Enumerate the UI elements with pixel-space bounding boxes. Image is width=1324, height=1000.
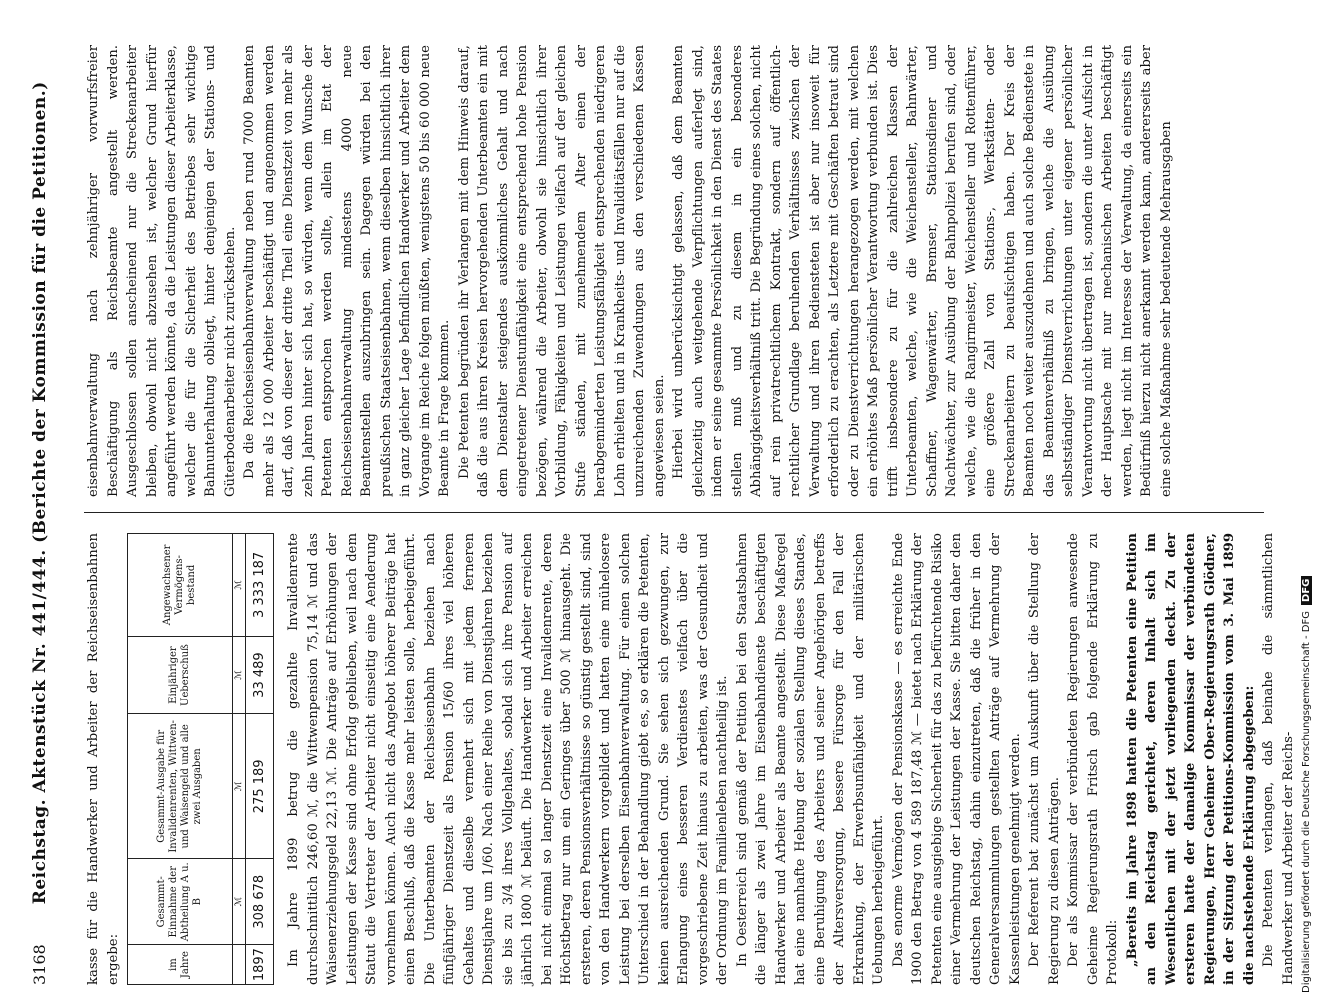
table-unit-row <box>233 534 246 985</box>
paragraph: In Oesterreich sind gemäß der Petition bei den Staatsbahnen die länger als zwei Jahre im Eisenbahndienste beschäftigten Handwerker und Arbeiter als Beamte angestellt. Diese Maßregel hat eine namhafte Hebung der sozialen Stellung dieses Standes, eine Beruhigung des Arbeiters und seiner Angehörigen betreffs der Altersversorgung, bessere Fürsorge für den Fall der Erkrankung, der Erwerbsunfähigkeit und der militärischen Uebungen herbeigeführt. <box>734 533 886 985</box>
table-header: Gesammt-Ausgabe für Invalidenrenten, Wittwen- und Waisengeld und alle zwei Ausgaben <box>128 714 233 859</box>
paragraph: Die Petenten verlangen, daß beinahe die sämmtlichen Handwerker und Arbeiter der Reichs- <box>1261 533 1296 985</box>
quoted-paragraph: „Bereits im Jahre 1898 hatten die Petenten eine Petition an den Reichstag gerichtet, deren Inhalt sich im Wesentlichen mit der jetzt vorliegenden deckt. Zu der ersteren hatte der damalige Kommissar der verbündeten Regierungen, Herr Geheimer Ober-Regierungsrath Glödner, in der Sitzung der Petitions-Kommission vom 3. Mai 1899 die nachstehende Erklärung abgegeben: <box>1124 533 1257 985</box>
table-unit: ℳ <box>233 534 246 637</box>
table-unit: ℳ <box>233 714 246 859</box>
table-unit: ℳ <box>233 859 246 945</box>
table-cell: 275 189 <box>246 714 274 859</box>
paragraph: Hierbei wird unberücksichtigt gelassen, daß dem Beamten gleichzeitig auch weitgehende Verpflichtungen auferlegt sind, indem er seine gesammte Persönlichkeit in den Dienst des Staates stellen muß und zu diesem in ein besonderes Abhängigkeitsverhältniß tritt. Die Begründung eines solchen, nicht auf rein privatrechtlichem Kontrakt, sondern auf öffentlich-rechtlicher Grundlage beruhenden Verhältnisses zwischen der Verwaltung und ihren Bediensteten ist aber nur insoweit für erforderlich zu erachten, als Letztere mit Geschäften betraut sind oder zu Dienstverrichtungen herangezogen werden, mit welchen ein erhöhtes Maß persönlicher Verantwortung verbunden ist. Dies trifft insbesondere zu für die zahlreichen Klassen der Unterbeamten, welche, wie die Weichensteller, Bahnwärter, Schaffner, Wagenwärter, Bremser, Stationsdiener und Nachtwächter, zur Ausübung der Bahnpolizei berufen sind, oder welche, wie die Rangirmeister, Weichensteller und Rottenführer, eine größere Zahl von Stations-, Werkstätten- oder Streckenarbeitern zu beaufsichtigen haben. Der Kreis der Beamten noch weiter auszudehnen und auch solche Bedienstete in das Beamtenverhältniß zu bringen, welche die Ausübung selbstständiger Dienstverrichtungen unter eigener persönlicher Verantwortung nicht übertragen ist, sondern die unter Aufsicht in der Hauptsache mit nur mechanischen Arbeiten beschäftigt werden, liegt nicht im Interesse der Verwaltung, da einerseits ein Bedürfniß hierzu nicht anerkannt werden kann, andererseits aber eine solche Maßnahme sehr bedeutende Mehrausgaben <box>671 45 1174 497</box>
column-divider <box>84 512 1264 513</box>
page-number: 3168 <box>30 944 49 985</box>
page-title: Reichstag. Aktenstück Nr. 441/444. (Berichte der Kommission für die Petitionen.) <box>30 81 50 905</box>
table-header: Angewachsener Vermögens-bestand <box>128 534 233 637</box>
text-columns <box>84 20 1296 985</box>
table-cell: 308 678 <box>246 859 274 945</box>
paragraph: Da die Reichseisenbahnverwaltung neben rund 7000 Beamten mehr als 12 000 Arbeiter beschäftigt und angenommen werden darf, daß von dieser der dritte Theil eine Dienstzeit von mehr als zehn Jahren hinter sich hat, so würden, wenn dem Wunsche der Petenten entsprochen werden sollte, allein im Etat der Reichseisenbahnverwaltung mindestens 4000 neue Beamtenstellen auszubringen sein. Dagegen würden bei den preußischen Staatseisenbahnen, wenn dieselben hinsichtlich ihrer in ganz gleicher Lage befindlichen Handwerker und Arbeiter dem Vorgange im Reiche folgen müßten, wenigstens 50 bis 60 000 neue Beamte in Frage kommen. <box>242 45 452 497</box>
table-cell: 33 489 <box>246 636 274 714</box>
table-row <box>246 534 274 985</box>
table-header: Gesammt-Einnahme der Abtheilung A u. B <box>128 859 233 945</box>
table-header: Einjähriger Ueberschuß <box>128 636 233 714</box>
table-unit <box>233 945 246 985</box>
paragraph: Der als Kommissar der verbündeten Regierungen anwesende Geheime Regierungsrath Fritsch gab folgende Erklärung zu Protokoll: <box>1066 533 1120 985</box>
table-header: im Jahre <box>128 945 233 985</box>
dfg-logo: DFG <box>1301 576 1312 605</box>
paragraph: Der Referent bat zunächst um Auskunft über die Stellung der Regierung zu diesen Anträgen. <box>1027 533 1062 985</box>
rotated-page-content <box>30 20 1296 985</box>
digitization-note <box>1301 8 1321 993</box>
paragraph: Das enorme Vermögen der Pensionskasse — es erreichte Ende 1900 den Betrag von 4 589 187,48 ℳ — bietet nach Erklärung der Petenten eine ausgiebige Sicherheit für das zu befürchtende Risiko einer Vermehrung der Leistungen der Kasse. Sie bitten daher den deutschen Reichstag, dahin einzutreten, daß die früher in den Generalversammlungen gestellten Anträge auf Vermehrung der Kassenleistungen genehmigt werden. <box>890 533 1023 985</box>
pension-fund-table <box>127 533 274 985</box>
paragraph: Die Petenten begründen ihr Verlangen mit dem Hinweis darauf, daß die aus ihren Kreisen hervorgehenden Unterbeamten ein mit dem Dienstalter steigendes auskömmliches Gehalt und nach eingetretener Dienstunfähigkeit eine entsprechend hohe Pension bezögen, während die Arbeiter, obwohl sie hinsichtlich ihrer Vorbildung, Fähigkeiten und Leistungen vielfach auf der gleichen Stufe ständen, mit zunehmendem Alter einen der herabgeminderten Leistungsfähigkeit entsprechenden niedrigeren Lohn erhielten und in Krankheits- und Invaliditätsfällen nur auf die unzureichenden Zuwendungen aus den verschiedenen Kassen angewiesen seien. <box>456 45 667 497</box>
right-column <box>84 45 1264 497</box>
table-unit: ℳ <box>233 636 246 714</box>
digitization-text: Digitalisierung gefördert durch die Deutsche Forschungsgemeinschaft - DFG <box>1301 610 1312 993</box>
table-intro: kasse für die Handwerker und Arbeiter der Reichseisenbahnen ergebe: <box>86 533 121 985</box>
table-cell: 3 333 187 <box>246 534 274 637</box>
left-column <box>84 533 1296 985</box>
table-cell: 1897 <box>246 945 274 985</box>
table-header-row <box>128 534 233 985</box>
paragraph: eisenbahnverwaltung nach zehnjähriger vorwurfsfreier Beschäftigung als Reichsbeamte angestellt werden. Ausgeschlossen sollen anscheinend nur die Streckenarbeiter bleiben, obwohl nicht abzusehen ist, welcher Grund hierfür angeführt werden könnte, da die Leistungen dieser Arbeiterklasse, welcher die für die Sicherheit des Betriebes sehr wichtige Bahnunterhaltung obliegt, hinter denjenigen der Stations- und Güterbodenarbeiter nicht zurückstehen. <box>86 45 238 497</box>
paragraph: Im Jahre 1899 betrug die gezahlte Invalidenrente durchschnittlich 246,60 ℳ, die Wittwenpension 75,14 ℳ und das Waisenerziehungsgeld 22,13 ℳ. Die Anträge auf Erhöhungen der Leistungen der Kasse sind ohne Erfolg geblieben, weil nach dem Statut die Vertreter der Arbeiter nicht einseitig eine Aenderung vornehmen können. Auch nicht das Angebot höherer Beiträge hat einen Beschluß, daß die Kasse mehr leisten solle, herbeigeführt. Die Unterbeamten der Reichseisenbahn beziehen nach fünfjähriger Dienstzeit als Pension 15/60 ihres viel höheren Gehaltes und dieselbe vermehrt sich mit jedem ferneren Dienstjahre um 1/60. Nach einer Reihe von Dienstjahren beziehen sie bis zu 3/4 ihres Vollgehaltes, sobald sich ihre Pension auf jährlich 1800 ℳ beläuft. Die Handwerker und Arbeiter erreichen bei nicht einmal so langer Dienstzeit eine Invalidenrente, deren Höchstbetrag nur um ein Geringes über 500 ℳ hinausgeht. Die ersteren, deren Pensionsverhältnisse so günstig gestellt sind, sind von den Handwerkern vorgebildet und hatten eine mühelosere Leistung bei derselben Eisenbahnverwaltung. Für einen solchen Unterschied in der Behandlung giebt es, so erklären die Petenten, keinen ausreichenden Grund. Sie sehen sich gezwungen, zur Erlangung eines besseren Verdienstes vielfach über die vorgeschriebene Zeit hinaus zu arbeiten, was der Gesundheit und der Ordnung im Familienleben nachtheilig ist. <box>286 533 730 985</box>
page-header <box>30 20 72 985</box>
